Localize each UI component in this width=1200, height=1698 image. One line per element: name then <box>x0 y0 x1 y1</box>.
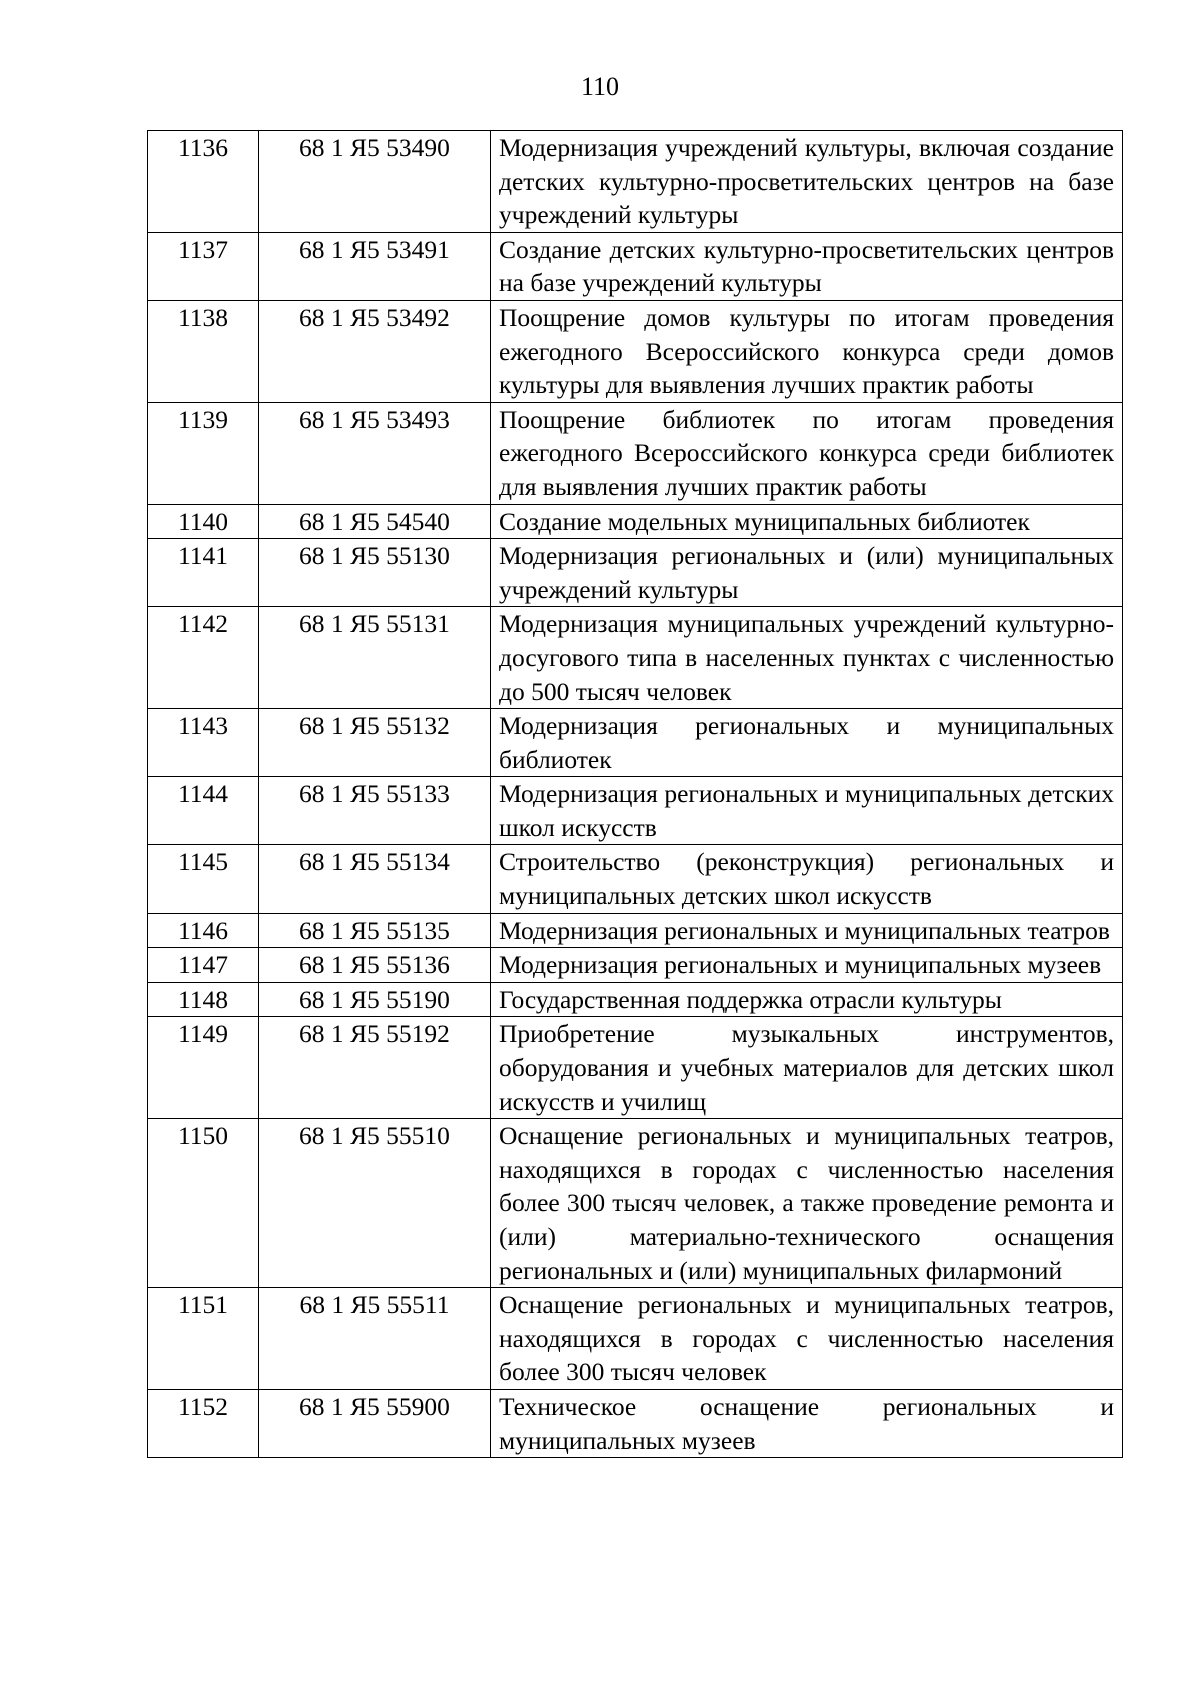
table-row <box>148 131 1123 233</box>
table-row <box>148 982 1123 1017</box>
code-cell: 68 1 Я5 55135 <box>259 913 491 948</box>
row-number-cell: 1139 <box>148 402 259 504</box>
row-number-cell: 1144 <box>148 777 259 845</box>
name-cell: Модернизация муниципальных учреждений культурно-досугового типа в населенных пунктах с численностью до 500 тысяч человек <box>491 607 1123 709</box>
table-row <box>148 1288 1123 1390</box>
table-row <box>148 300 1123 402</box>
name-cell: Модернизация региональных и муниципальных музеев <box>491 948 1123 983</box>
row-number-cell: 1146 <box>148 913 259 948</box>
table-body <box>148 131 1123 1458</box>
table-row <box>148 709 1123 777</box>
code-cell: 68 1 Я5 53491 <box>259 232 491 300</box>
code-cell: 68 1 Я5 53490 <box>259 131 491 233</box>
page-number: 110 <box>580 72 620 101</box>
row-number-cell: 1145 <box>148 845 259 913</box>
code-cell: 68 1 Я5 55131 <box>259 607 491 709</box>
table-row <box>148 402 1123 504</box>
table-row <box>148 845 1123 913</box>
table-row <box>148 232 1123 300</box>
code-cell: 68 1 Я5 55192 <box>259 1017 491 1119</box>
code-cell: 68 1 Я5 55134 <box>259 845 491 913</box>
row-number-cell: 1137 <box>148 232 259 300</box>
name-cell: Строительство (реконструкция) региональных и муниципальных детских школ искусств <box>491 845 1123 913</box>
name-cell: Модернизация региональных и муниципальных театров <box>491 913 1123 948</box>
table-row <box>148 948 1123 983</box>
name-cell: Приобретение музыкальных инструментов, оборудования и учебных материалов для детских школ искусств и училищ <box>491 1017 1123 1119</box>
name-cell: Модернизация региональных и (или) муниципальных учреждений культуры <box>491 539 1123 607</box>
row-number-cell: 1150 <box>148 1119 259 1288</box>
table-row <box>148 1119 1123 1288</box>
name-cell: Создание детских культурно-просветительских центров на базе учреждений культуры <box>491 232 1123 300</box>
name-cell: Модернизация региональных и муниципальных библиотек <box>491 709 1123 777</box>
code-cell: 68 1 Я5 55510 <box>259 1119 491 1288</box>
code-cell: 68 1 Я5 55190 <box>259 982 491 1017</box>
row-number-cell: 1138 <box>148 300 259 402</box>
name-cell: Поощрение библиотек по итогам проведения ежегодного Всероссийского конкурса среди библиотек для выявления лучших практик работы <box>491 402 1123 504</box>
table-row <box>148 913 1123 948</box>
code-cell: 68 1 Я5 55133 <box>259 777 491 845</box>
name-cell: Оснащение региональных и муниципальных театров, находящихся в городах с численностью населения более 300 тысяч человек, а также проведение ремонта и (или) материально-технического оснащения региональных и (или) муниципальных филармоний <box>491 1119 1123 1288</box>
row-number-cell: 1147 <box>148 948 259 983</box>
name-cell: Оснащение региональных и муниципальных театров, находящихся в городах с численностью населения более 300 тысяч человек <box>491 1288 1123 1390</box>
name-cell: Создание модельных муниципальных библиотек <box>491 504 1123 539</box>
budget-classification-table <box>147 130 1123 1458</box>
name-cell: Поощрение домов культуры по итогам проведения ежегодного Всероссийского конкурса среди домов культуры для выявления лучших практик работы <box>491 300 1123 402</box>
row-number-cell: 1149 <box>148 1017 259 1119</box>
row-number-cell: 1143 <box>148 709 259 777</box>
table-row <box>148 607 1123 709</box>
table-row <box>148 504 1123 539</box>
table-row <box>148 777 1123 845</box>
row-number-cell: 1148 <box>148 982 259 1017</box>
table-row <box>148 1017 1123 1119</box>
row-number-cell: 1136 <box>148 131 259 233</box>
code-cell: 68 1 Я5 53492 <box>259 300 491 402</box>
row-number-cell: 1151 <box>148 1288 259 1390</box>
row-number-cell: 1140 <box>148 504 259 539</box>
table-row <box>148 1389 1123 1457</box>
code-cell: 68 1 Я5 55900 <box>259 1389 491 1457</box>
code-cell: 68 1 Я5 53493 <box>259 402 491 504</box>
code-cell: 68 1 Я5 54540 <box>259 504 491 539</box>
name-cell: Техническое оснащение региональных и муниципальных музеев <box>491 1389 1123 1457</box>
code-cell: 68 1 Я5 55130 <box>259 539 491 607</box>
code-cell: 68 1 Я5 55132 <box>259 709 491 777</box>
code-cell: 68 1 Я5 55511 <box>259 1288 491 1390</box>
name-cell: Государственная поддержка отрасли культуры <box>491 982 1123 1017</box>
row-number-cell: 1141 <box>148 539 259 607</box>
code-cell: 68 1 Я5 55136 <box>259 948 491 983</box>
row-number-cell: 1142 <box>148 607 259 709</box>
name-cell: Модернизация учреждений культуры, включая создание детских культурно-просветительских центров на базе учреждений культуры <box>491 131 1123 233</box>
row-number-cell: 1152 <box>148 1389 259 1457</box>
name-cell: Модернизация региональных и муниципальных детских школ искусств <box>491 777 1123 845</box>
table-row <box>148 539 1123 607</box>
